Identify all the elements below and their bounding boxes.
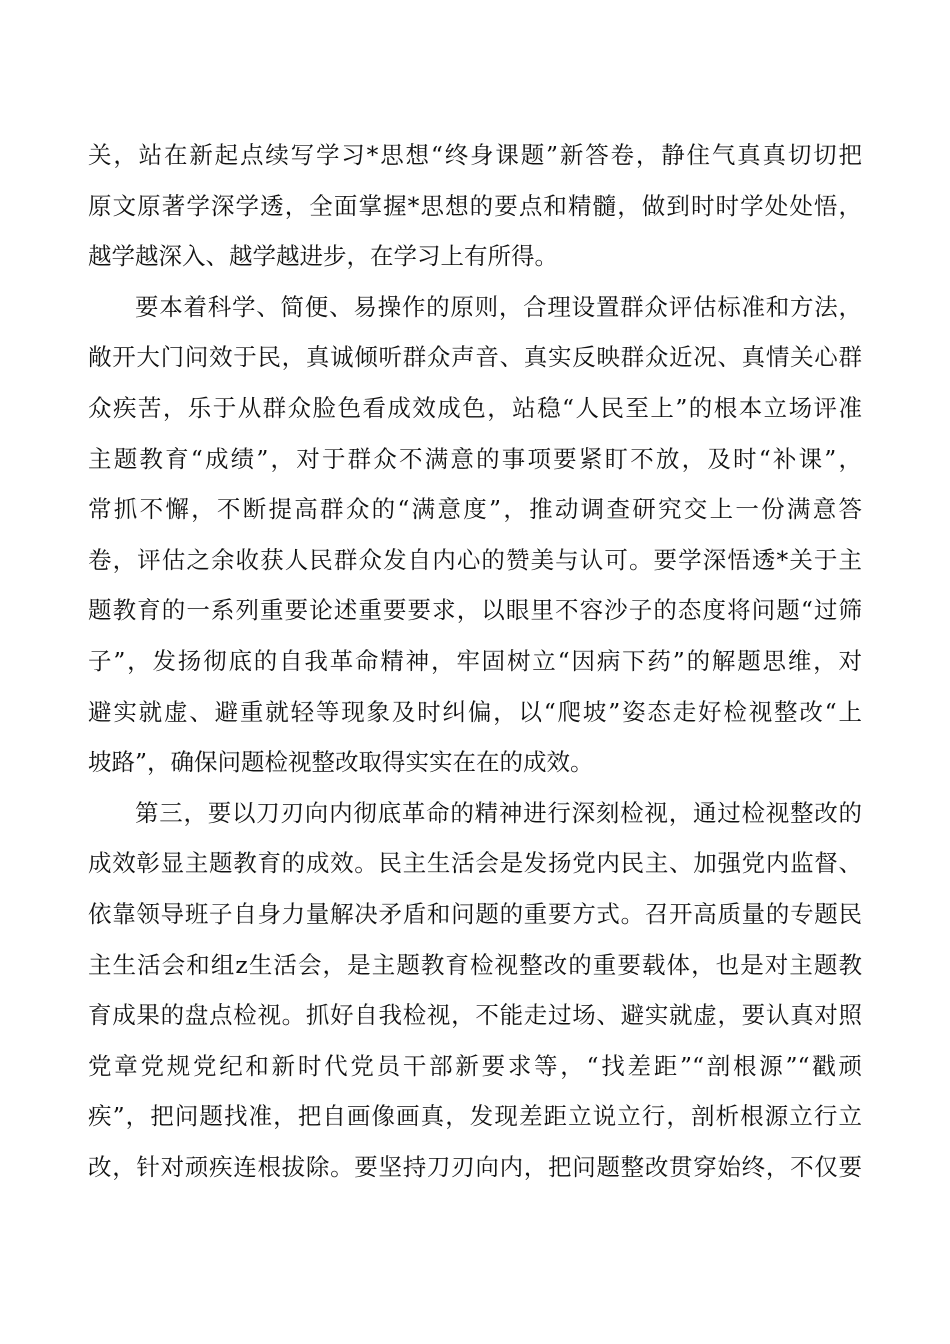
text-line: 卷，评估之余收获人民群众发自内心的赞美与认可。要学深悟透*关于主	[88, 545, 862, 574]
text-line: 避实就虚、避重就轻等现象及时纠偏，以“爬坡”姿态走好检视整改“上	[88, 697, 862, 726]
text-line: 原文原著学深学透，全面掌握*思想的要点和精髓，做到时时学处处悟，	[88, 191, 862, 220]
text-line: 常抓不懈，不断提高群众的“满意度”，推动调查研究交上一份满意答	[88, 495, 862, 524]
document-body	[88, 130, 862, 1192]
text-line: 关，站在新起点续写学习*思想“终身课题”新答卷，静住气真真切切把	[88, 141, 862, 169]
text-line: 疾”，把问题找准，把自画像画真，发现差距立说立行，剖析根源立行立	[88, 1102, 862, 1131]
text-line: 要本着科学、简便、易操作的原则，合理设置群众评估标准和方法，	[135, 292, 862, 321]
text-line: 依靠领导班子自身力量解决矛盾和问题的重要方式。召开高质量的专题民	[88, 899, 862, 928]
text-line: 党章党规党纪和新时代党员干部新要求等，“找差距”“剖根源”“戳顽	[88, 1051, 862, 1080]
text-line: 主题教育“成绩”，对于群众不满意的事项要紧盯不放，及时“补课”，	[88, 444, 862, 473]
text-line: 主生活会和组z生活会，是主题教育检视整改的重要载体，也是对主题教	[88, 950, 862, 979]
text-line: 坡路”，确保问题检视整改取得实实在在的成效。	[88, 748, 594, 777]
text-line: 第三，要以刀刃向内彻底革命的精神进行深刻检视，通过检视整改的	[135, 798, 862, 827]
text-line: 育成果的盘点检视。抓好自我检视，不能走过场、避实就虚，要认真对照	[88, 1001, 862, 1030]
text-line: 众疾苦，乐于从群众脸色看成效成色，站稳“人民至上”的根本立场评准	[88, 393, 862, 422]
text-line: 改，针对顽疾连根拔除。要坚持刀刃向内，把问题整改贯穿始终，不仅要	[88, 1152, 862, 1181]
text-line: 成效彰显主题教育的成效。民主生活会是发扬党内民主、加强党内监督、	[88, 849, 862, 878]
text-line: 敞开大门问效于民，真诚倾听群众声音、真实反映群众近况、真情关心群	[88, 343, 862, 372]
text-line: 越学越深入、越学越进步，在学习上有所得。	[88, 242, 558, 271]
text-line: 子”，发扬彻底的自我革命精神，牢固树立“因病下药”的解题思维，对	[88, 646, 862, 675]
text-line: 题教育的一系列重要论述重要要求，以眼里不容沙子的态度将问题“过筛	[88, 596, 862, 625]
